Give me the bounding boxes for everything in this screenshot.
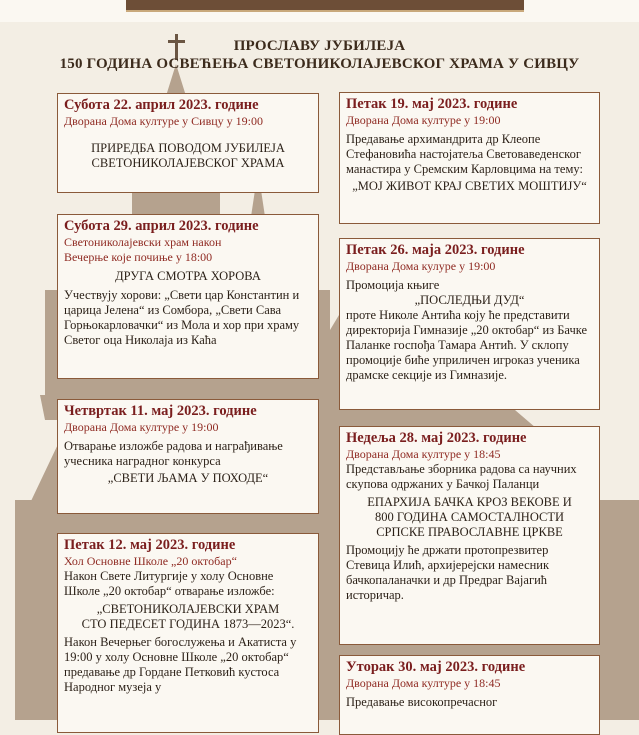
event-description: Учествују хорови: „Свети цар Константин и царица Јелена“ из Сомбора, „Свети Сава Горњокарловачки“ из Мола и хор при храму Светог оца Николаја из Каћа	[64, 288, 300, 347]
event-title-line: ПРИРЕДБА ПОВОДОМ ЈУБИЛЕЈА	[91, 141, 285, 155]
event-card-may30	[339, 655, 600, 735]
event-title-line: 800 ГОДИНА САМОСТАЛНОСТИ	[374, 510, 565, 524]
event-venue: Дворана Дома културе у 18:45	[346, 676, 501, 690]
event-description: Након Свете Литургије у холу Основне Школе „20 октобар“ отварање изложбе:	[64, 569, 275, 598]
event-date: Субота 22. април 2023. године	[64, 97, 259, 113]
event-date: Субота 29. април 2023. године	[64, 218, 259, 234]
event-description: Предавање архимандрита др Клеопе Стефановића настојатеља Световаведенског манастира у Сремским Карловцима на тему:	[346, 132, 583, 176]
event-date: Петак 26. маја 2023. године	[346, 242, 525, 258]
event-card-may28	[339, 426, 600, 645]
event-venue: Дворана Дома кулуре у 19:00	[346, 259, 496, 273]
headline-line-1: ПРОСЛАВУ ЈУБИЛЕЈА	[233, 38, 406, 54]
event-description: Промоцију ће држати протопрезвитер Стевица Илић, архијерејски намесник бачкопаланачки и др Предраг Вајагић историчар.	[346, 543, 550, 602]
event-venue: Дворана Дома културе у 19:00	[64, 420, 219, 434]
event-card-may12	[57, 533, 319, 733]
event-title: ДРУГА СМОТРА ХОРОВА	[115, 269, 261, 283]
event-date: Петак 19. мај 2023. године	[346, 96, 518, 112]
event-date: Четвртак 11. мај 2023. године	[64, 403, 257, 419]
event-venue: Дворана Дома културе у 18:45	[346, 447, 501, 461]
event-title-line: ЕПАРХИЈА БАЧКА КРОЗ ВЕКОВЕ И	[367, 495, 572, 509]
event-date: Уторак 30. мај 2023. године	[346, 659, 526, 675]
event-card-apr29	[57, 214, 319, 379]
event-title: „ПОСЛЕДЊИ ДУД“	[414, 293, 525, 307]
event-title-line: СРПСКЕ ПРАВОСЛАВНЕ ЦРКВЕ	[376, 525, 563, 539]
event-description: Након Вечерњег богослужења и Акатиста у 19:00 у холу Основне Школе „20 октобар“ предавање др Гордане Петковић кустоса Народног музеја у	[64, 635, 297, 694]
event-venue: Вечерње које почиње у 18:00	[64, 250, 213, 264]
event-description: Промоција књиге	[346, 278, 440, 292]
event-description: проте Николе Антића коју ће представити директорија Гимназије „20 октобар“ из Бачке Паланке госпођа Тамара Антић. У склопу промоције биће уприличен игроказ ученика драмске секције из Гимназије.	[346, 308, 588, 382]
event-venue: Светониколајевски храм након	[64, 235, 222, 249]
event-title: „МОЈ ЖИВОТ КРАЈ СВЕТИХ МОШТИЈУ“	[352, 179, 587, 193]
event-title-line: СВЕТОНИКОЛАЈЕВСКОГ ХРАМА	[91, 156, 285, 170]
event-date: Петак 12. мај 2023. године	[64, 537, 236, 553]
event-title-line: „СВЕТОНИКОЛАЈЕВСКИ ХРАМ	[96, 602, 280, 616]
event-venue: Дворана Дома културе у 19:00	[346, 113, 501, 127]
event-title-line: СТО ПЕДЕСЕТ ГОДИНА 1873—2023“.	[81, 617, 295, 631]
event-date: Недеља 28. мај 2023. године	[346, 430, 527, 446]
event-title: „СВЕТИ ЉАМА У ПОХОДЕ“	[107, 471, 269, 485]
event-card-may26	[339, 238, 600, 410]
event-description: Предавање високопречасног	[346, 695, 498, 709]
event-card-apr22	[57, 93, 319, 193]
event-card-may19	[339, 92, 600, 224]
event-venue: Хол Основне Школе „20 октобар“	[64, 554, 237, 568]
event-venue: Дворана Дома културе у Сивцу у 19:00	[64, 114, 264, 128]
event-description: Отварање изложбе радова и награђивање учесника наградног конкурса	[64, 439, 283, 468]
event-description: Представљање зборника радова са научних скупова одржаних у Бачкој Паланци	[346, 462, 577, 491]
event-card-may11	[57, 399, 319, 514]
headline-line-2: 150 ГОДИНА ОСВЕЋЕЊА СВЕТОНИКОЛАЈЕВСКОГ ХРАМА У СИВЦУ	[59, 56, 580, 72]
